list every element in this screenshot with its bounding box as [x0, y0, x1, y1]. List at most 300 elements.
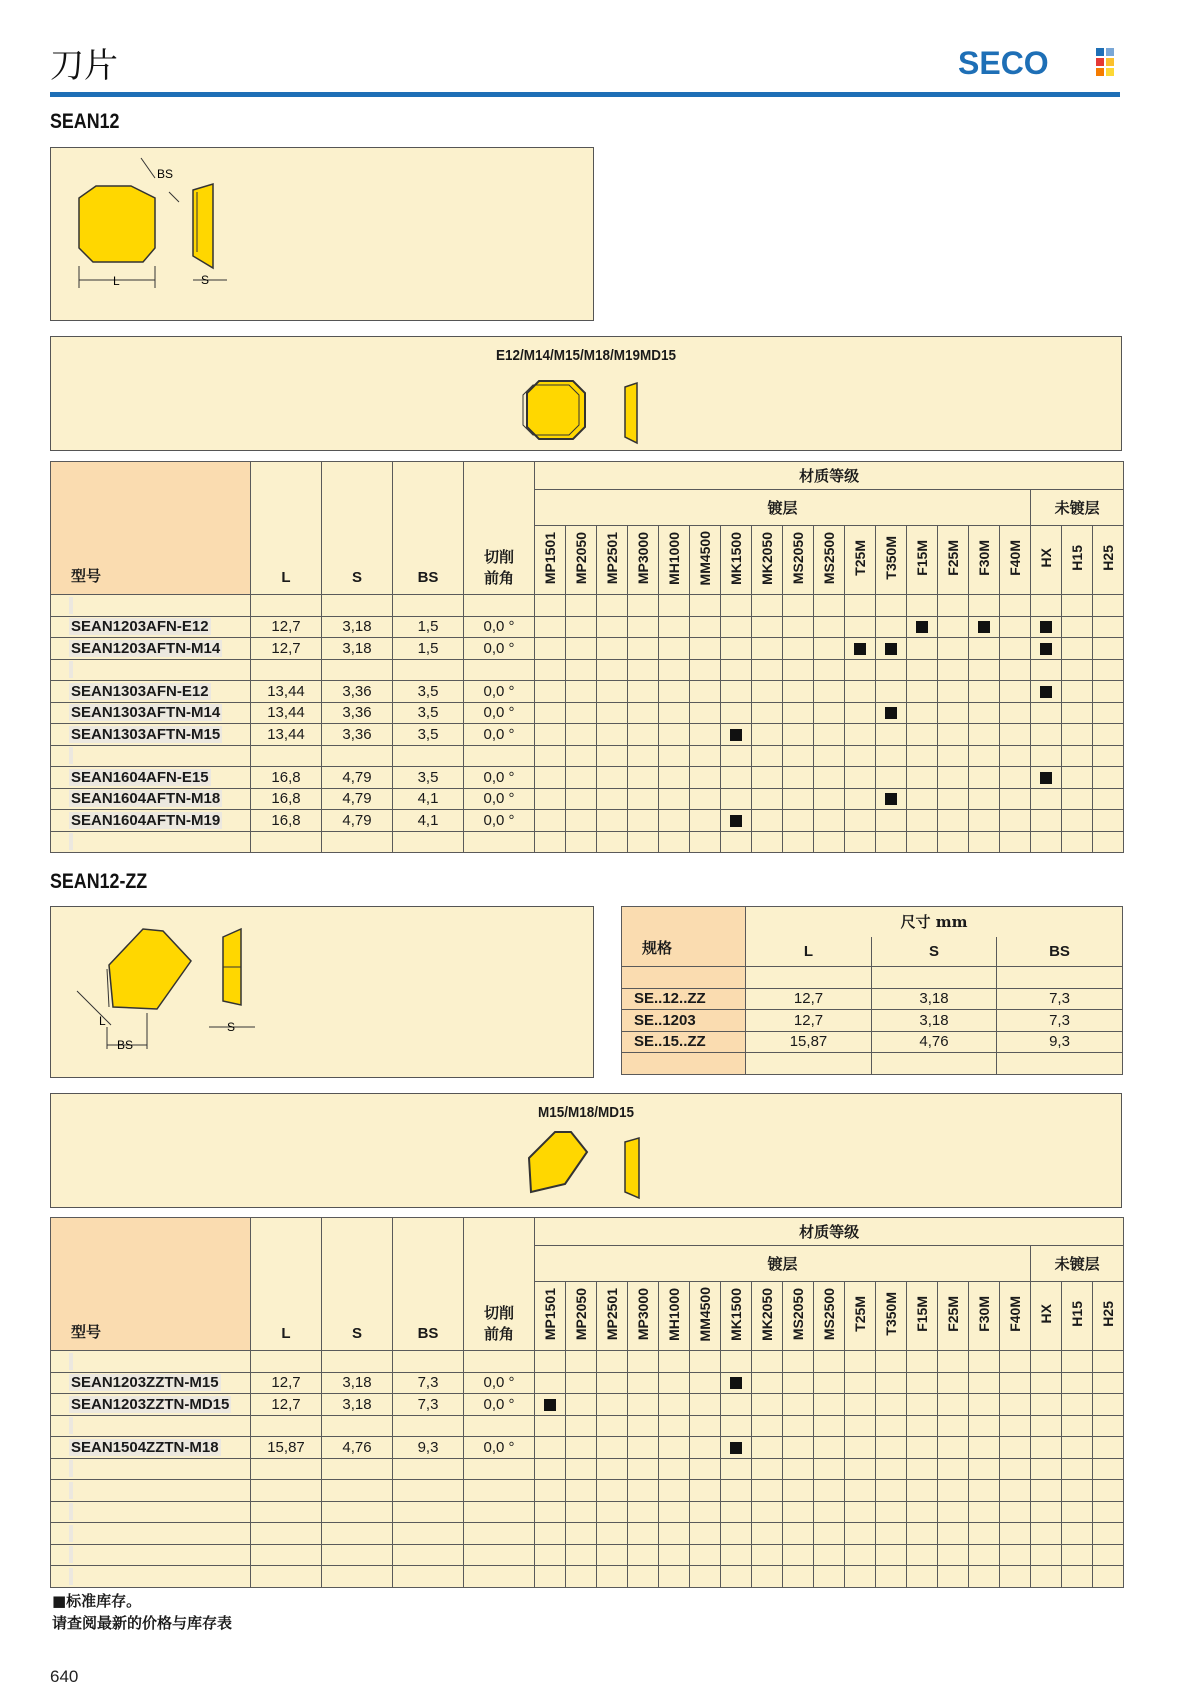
table-row [51, 810, 1124, 832]
grade-cell-mp1501 [535, 681, 566, 703]
grade-cell-t25m [845, 810, 876, 832]
grade-cell-f15m [907, 1415, 938, 1437]
grade-cell-h25 [1093, 1437, 1124, 1459]
grade-cell-f15m [907, 1437, 938, 1459]
grade-cell-mp2501 [597, 1566, 628, 1588]
cell-l [251, 1523, 322, 1545]
grade-label: MS2500 [821, 1287, 837, 1341]
grade-cell-mp2050 [566, 1394, 597, 1416]
grade-cell-f30m [969, 1351, 1000, 1373]
stock-mark-icon [1040, 621, 1052, 633]
model-code [69, 597, 73, 614]
grade-cell-h15 [1062, 1372, 1093, 1394]
grade-cell-mk1500 [721, 1351, 752, 1373]
cell-l: 15,87 [251, 1437, 322, 1459]
grade-cell-mp3000 [628, 681, 659, 703]
grade-cell-h15 [1062, 1544, 1093, 1566]
grade-cell-mm4500 [690, 1372, 721, 1394]
grade-label: MK2050 [759, 1287, 775, 1341]
grade-cell-h15 [1062, 831, 1093, 853]
grade-cell-t350m [876, 767, 907, 789]
grade-cell-t350m [876, 1437, 907, 1459]
grade-cell-mp3000 [628, 1372, 659, 1394]
dim-col-l: L [746, 937, 872, 967]
grade-cell-mp3000 [628, 616, 659, 638]
label-l: L [113, 274, 120, 288]
insert-top-view-icon [527, 381, 585, 439]
grade-cell-hx [1031, 1501, 1062, 1523]
grade-cell-t350m [876, 681, 907, 703]
dim-cell-l: 12,7 [746, 988, 872, 1010]
rake-label-2: 前角 [483, 569, 514, 587]
grade-cell-ms2050 [783, 1523, 814, 1545]
grade-cell-t350m [876, 1415, 907, 1437]
grade-cell-f15m [907, 681, 938, 703]
grade-cell-mk2050 [752, 1394, 783, 1416]
grade-cell-mk2050 [752, 595, 783, 617]
square-insert-icon [79, 186, 155, 262]
dim-col-bs: BS [997, 937, 1123, 967]
grade-cell-mh1000 [659, 638, 690, 660]
grade-cell-mh1000 [659, 1437, 690, 1459]
grade-cell-mm4500 [690, 1437, 721, 1459]
model-cell [51, 1394, 251, 1416]
grade-cell-mp2501 [597, 745, 628, 767]
grade-cell-mp3000 [628, 1415, 659, 1437]
section-title-sean12-zz: SEAN12-ZZ [50, 870, 148, 893]
grade-cell-mp1501 [535, 1351, 566, 1373]
grade-cell-t350m [876, 810, 907, 832]
header-material-grade: 材质等级 [535, 1218, 1124, 1246]
grade-cell-h25 [1093, 595, 1124, 617]
grade-cell-f30m [969, 724, 1000, 746]
grade-cell-t350m [876, 1351, 907, 1373]
cell-bs [393, 1415, 464, 1437]
model-cell [51, 1437, 251, 1459]
model-cell [51, 1351, 251, 1373]
grade-cell-f25m [938, 1437, 969, 1459]
grade-cell-ms2500 [814, 1566, 845, 1588]
stock-mark-icon [978, 621, 990, 633]
grade-cell-f30m [969, 788, 1000, 810]
model-code [69, 1525, 73, 1542]
grade-cell-h25 [1093, 681, 1124, 703]
grade-cell-mk2050 [752, 1544, 783, 1566]
cell-bs: 3,5 [393, 681, 464, 703]
grade-box-2 [50, 1093, 1122, 1208]
cell-rake: 0,0 ° [464, 724, 535, 746]
grade-cell-ms2500 [814, 659, 845, 681]
stock-mark-icon [730, 1377, 742, 1389]
grade-cell-h15 [1062, 1523, 1093, 1545]
model-cell [51, 1523, 251, 1545]
grade-cell-f15m [907, 1372, 938, 1394]
cell-rake [464, 745, 535, 767]
grade-cell-f15m [907, 831, 938, 853]
grade-cell-mk2050 [752, 767, 783, 789]
grade-header-mk1500 [721, 526, 752, 595]
grade-cell-f30m [969, 810, 1000, 832]
cell-s [322, 1544, 393, 1566]
grade-cell-mk2050 [752, 702, 783, 724]
cell-l [251, 1480, 322, 1502]
grade-cell-f15m [907, 767, 938, 789]
grade-cell-mp1501 [535, 616, 566, 638]
grade-cell-f25m [938, 681, 969, 703]
model-cell [51, 810, 251, 832]
model-code: SEAN1303AFTN-M15 [71, 725, 221, 743]
dim-cell-bs [997, 967, 1123, 989]
grade-cell-hx [1031, 1437, 1062, 1459]
grade-cell-f30m [969, 1394, 1000, 1416]
grade-header-mp3000 [628, 526, 659, 595]
grade-cell-mm4500 [690, 724, 721, 746]
table-row [51, 724, 1124, 746]
cell-l: 12,7 [251, 616, 322, 638]
grade-label: MP2050 [573, 1287, 589, 1341]
grade-cell-f40m [1000, 745, 1031, 767]
grade-cell-mm4500 [690, 681, 721, 703]
grade-cell-f30m [969, 702, 1000, 724]
grade-cell-mk2050 [752, 1566, 783, 1588]
grade-label: F15M [914, 1296, 930, 1332]
grade-cell-mk2050 [752, 745, 783, 767]
grade-header-t25m [845, 526, 876, 595]
grade-cell-mp2501 [597, 1437, 628, 1459]
dim-cell-s [872, 1053, 997, 1075]
grade-cell-mm4500 [690, 810, 721, 832]
grade-cell-ms2050 [783, 788, 814, 810]
grade-cell-f25m [938, 788, 969, 810]
dim-cell-s [872, 967, 997, 989]
grade-cell-hx [1031, 1351, 1062, 1373]
grade-cell-hx [1031, 1523, 1062, 1545]
model-code: SEAN1203AFTN-M14 [71, 639, 221, 657]
grade-cell-f40m [1000, 638, 1031, 660]
grade-label: MS2050 [790, 1287, 806, 1341]
stock-mark-icon [885, 707, 897, 719]
rake-label-2: 前角 [483, 1325, 514, 1343]
grade-header-h25 [1093, 526, 1124, 595]
grade-cell-hx [1031, 831, 1062, 853]
model-cell [51, 1544, 251, 1566]
grade-cell-f40m [1000, 1566, 1031, 1588]
grade-cell-mk2050 [752, 1437, 783, 1459]
grade-cell-ms2500 [814, 767, 845, 789]
model-cell [51, 1566, 251, 1588]
cell-bs: 4,1 [393, 810, 464, 832]
grade-cell-t25m [845, 681, 876, 703]
grade-cell-mp2501 [597, 1458, 628, 1480]
grade-cell-f15m [907, 1566, 938, 1588]
grade-cell-ms2050 [783, 1394, 814, 1416]
stock-mark-icon [1040, 686, 1052, 698]
grade-label: MP1501 [542, 531, 558, 585]
grade-cell-mh1000 [659, 1351, 690, 1373]
insert-side-icon [625, 383, 637, 443]
cell-bs: 7,3 [393, 1372, 464, 1394]
cell-l: 13,44 [251, 681, 322, 703]
grade-cell-mp1501 [535, 1566, 566, 1588]
grade-cell-hx [1031, 1458, 1062, 1480]
grade-header-ms2500 [814, 526, 845, 595]
grade-cell-f15m [907, 1458, 938, 1480]
chamfered-insert-icon [109, 929, 191, 1009]
grade-cell-f30m [969, 1437, 1000, 1459]
sean12-zz-grade-table [50, 1217, 1124, 1588]
grade-cell-mk1500 [721, 788, 752, 810]
grade-cell-h25 [1093, 1415, 1124, 1437]
model-cell [51, 1480, 251, 1502]
grade-cell-h25 [1093, 1351, 1124, 1373]
grade-header-mp2501 [597, 1282, 628, 1351]
grade-label: MM4500 [697, 530, 713, 586]
model-code [69, 1460, 73, 1477]
grade-cell-mk1500 [721, 1437, 752, 1459]
cell-rake [464, 1480, 535, 1502]
grade-cell-h25 [1093, 1544, 1124, 1566]
grade-cell-mp1501 [535, 702, 566, 724]
cell-rake: 0,0 ° [464, 681, 535, 703]
header-coated: 镀层 [535, 490, 1031, 526]
table-row [51, 831, 1124, 853]
table-row [51, 638, 1124, 660]
grade-header-t350m [876, 1282, 907, 1351]
cell-bs: 3,5 [393, 702, 464, 724]
sean12-zz-dimension-diagram [50, 906, 594, 1078]
model-cell [51, 724, 251, 746]
dim-cell-s: 3,18 [872, 988, 997, 1010]
grade-cell-mp2050 [566, 1501, 597, 1523]
grade-cell-mm4500 [690, 616, 721, 638]
zz-dimension-table [621, 906, 1123, 1075]
grade-cell-mp2501 [597, 831, 628, 853]
grade-header-f40m [1000, 1282, 1031, 1351]
grade-cell-ms2500 [814, 1523, 845, 1545]
cell-bs [393, 1351, 464, 1373]
model-cell [51, 745, 251, 767]
table-row [51, 702, 1124, 724]
stock-mark-icon [730, 815, 742, 827]
grade-cell-h25 [1093, 1394, 1124, 1416]
grade-cell-f40m [1000, 1480, 1031, 1502]
grade-cell-h15 [1062, 616, 1093, 638]
table-row [51, 681, 1124, 703]
grade-cell-mk1500 [721, 659, 752, 681]
cell-l: 12,7 [251, 1394, 322, 1416]
grade-label: F25M [945, 1296, 961, 1332]
cell-l [251, 1415, 322, 1437]
cell-s [322, 1480, 393, 1502]
cell-bs [393, 1544, 464, 1566]
cell-l: 12,7 [251, 638, 322, 660]
model-code: SEAN1604AFTN-M19 [71, 811, 221, 829]
table-row [622, 967, 1123, 989]
grade-cell-f15m [907, 1501, 938, 1523]
grade-cell-mp3000 [628, 595, 659, 617]
grade-label: MH1000 [666, 531, 682, 585]
grade-cell-ms2050 [783, 1501, 814, 1523]
grade-cell-h25 [1093, 810, 1124, 832]
grade-cell-f15m [907, 638, 938, 660]
label-s-zz: S [227, 1020, 236, 1034]
header-model: 型号 [51, 1218, 251, 1351]
grade-cell-mp2050 [566, 767, 597, 789]
dim-cell-s: 3,18 [872, 1010, 997, 1032]
sean12-grade-table [50, 461, 1124, 853]
spec-cell: SE..12..ZZ [622, 988, 746, 1010]
grade-cell-t25m [845, 1351, 876, 1373]
grade-label: MK1500 [728, 531, 744, 585]
grade-cell-f15m [907, 659, 938, 681]
cell-s: 4,76 [322, 1437, 393, 1459]
grade-box-title: E12/M14/M15/M18/M19MD15 [495, 347, 677, 364]
grade-cell-mk1500 [721, 831, 752, 853]
grade-label: MH1000 [666, 1287, 682, 1341]
grade-cell-h25 [1093, 788, 1124, 810]
grade-cell-t25m [845, 1566, 876, 1588]
rake-label-1: 切削 [483, 1304, 514, 1322]
spec-cell [622, 1053, 746, 1075]
grade-cell-f15m [907, 788, 938, 810]
label-bs: BS [157, 167, 174, 181]
grade-cell-f25m [938, 810, 969, 832]
grade-label: MK2050 [759, 531, 775, 585]
grade-cell-mp3000 [628, 1437, 659, 1459]
grade-cell-f40m [1000, 659, 1031, 681]
model-code: SEAN1203ZZTN-M15 [71, 1374, 219, 1392]
dim-cell-l [746, 967, 872, 989]
grade-label: H15 [1069, 1301, 1085, 1327]
table-row [51, 1351, 1124, 1373]
grade-cell-f25m [938, 1566, 969, 1588]
cell-l: 13,44 [251, 702, 322, 724]
seco-logo [958, 44, 1118, 80]
table-row [622, 1031, 1123, 1053]
grade-cell-mp1501 [535, 724, 566, 746]
grade-label: F15M [914, 540, 930, 576]
cell-rake [464, 1351, 535, 1373]
grade-cell-ms2050 [783, 724, 814, 746]
grade-cell-f15m [907, 1480, 938, 1502]
header-bs: BS [393, 462, 464, 595]
model-cell [51, 1458, 251, 1480]
grade-cell-mh1000 [659, 1415, 690, 1437]
cell-rake [464, 1415, 535, 1437]
page-title: 刀片 [50, 46, 118, 86]
grade-cell-f40m [1000, 1523, 1031, 1545]
cell-rake: 0,0 ° [464, 1437, 535, 1459]
grade-header-f15m [907, 526, 938, 595]
grade-label: MM4500 [697, 1286, 713, 1342]
dim-cell-l: 12,7 [746, 1010, 872, 1032]
model-cell [51, 831, 251, 853]
table-row [51, 1544, 1124, 1566]
grade-cell-mh1000 [659, 767, 690, 789]
rake-label-1: 切削 [483, 548, 514, 566]
grade-cell-t350m [876, 1458, 907, 1480]
grade-header-mm4500 [690, 1282, 721, 1351]
grade-cell-f25m [938, 1458, 969, 1480]
cell-l [251, 1458, 322, 1480]
grade-cell-mh1000 [659, 595, 690, 617]
table-row [51, 767, 1124, 789]
cell-s [322, 1523, 393, 1545]
stock-mark-icon [730, 1442, 742, 1454]
grade-label: T350M [883, 1292, 899, 1336]
table-row [51, 1480, 1124, 1502]
cell-rake: 0,0 ° [464, 638, 535, 660]
grade-header-h25 [1093, 1282, 1124, 1351]
model-code: SEAN1604AFN-E15 [71, 768, 209, 786]
grade-header-mp2501 [597, 526, 628, 595]
cell-rake [464, 1458, 535, 1480]
grade-cell-f40m [1000, 767, 1031, 789]
grade-cell-t350m [876, 638, 907, 660]
grade-cell-mp2050 [566, 1458, 597, 1480]
spec-header: 规格 [622, 907, 746, 967]
grade-cell-f25m [938, 638, 969, 660]
grade-cell-mh1000 [659, 702, 690, 724]
header-uncoated: 未镀层 [1031, 490, 1124, 526]
header-s: S [322, 462, 393, 595]
grade-cell-ms2500 [814, 724, 845, 746]
grade-cell-t25m [845, 1544, 876, 1566]
grade-cell-mp2501 [597, 1501, 628, 1523]
grade-cell-t350m [876, 1394, 907, 1416]
cell-bs [393, 659, 464, 681]
grade-label: T25M [852, 1296, 868, 1332]
cell-bs [393, 1523, 464, 1545]
grade-cell-f30m [969, 681, 1000, 703]
grade-cell-f25m [938, 745, 969, 767]
table-row [51, 788, 1124, 810]
stock-mark-icon [885, 643, 897, 655]
grade-cell-hx [1031, 1544, 1062, 1566]
cell-rake: 0,0 ° [464, 1372, 535, 1394]
model-cell [51, 767, 251, 789]
grade-cell-ms2500 [814, 1501, 845, 1523]
cell-l [251, 745, 322, 767]
grade-cell-mm4500 [690, 1501, 721, 1523]
grade-cell-f40m [1000, 1351, 1031, 1373]
grade-cell-h15 [1062, 681, 1093, 703]
grade-cell-ms2050 [783, 595, 814, 617]
grade-cell-mp1501 [535, 638, 566, 660]
model-cell [51, 1501, 251, 1523]
stock-mark-icon [1040, 772, 1052, 784]
dimension-header: 尺寸 mm [746, 907, 1123, 937]
grade-cell-mk1500 [721, 1501, 752, 1523]
model-cell [51, 702, 251, 724]
grade-cell-mp2501 [597, 1544, 628, 1566]
grade-cell-mp3000 [628, 788, 659, 810]
grade-cell-t25m [845, 616, 876, 638]
grade-cell-mp2050 [566, 1523, 597, 1545]
grade-cell-hx [1031, 767, 1062, 789]
grade-cell-mp2050 [566, 810, 597, 832]
grade-cell-ms2500 [814, 638, 845, 660]
grade-header-mp1501 [535, 526, 566, 595]
grade-cell-hx [1031, 810, 1062, 832]
grade-cell-f15m [907, 1544, 938, 1566]
grade-cell-f25m [938, 1480, 969, 1502]
grade-cell-f15m [907, 1351, 938, 1373]
grade-cell-mp3000 [628, 1523, 659, 1545]
grade-cell-ms2050 [783, 1566, 814, 1588]
grade-cell-f30m [969, 638, 1000, 660]
grade-cell-ms2050 [783, 1351, 814, 1373]
